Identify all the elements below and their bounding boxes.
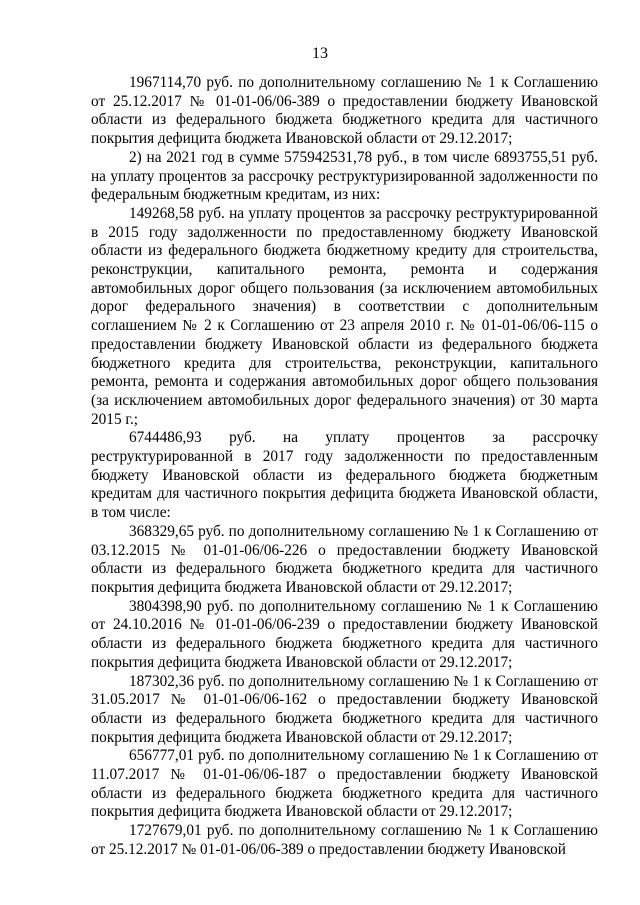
paragraph-6: 3804398,90 руб. по дополнительному соглашению № 1 к Соглашению от 24.10.2016 № 01-01-06/06-239 о предоставлении бюджету Ивановской области из федерального бюджета бюджетного кредита для частичного покрытия дефицита бюджета Ивановской области от 29.12.2017;	[91, 597, 598, 671]
paragraph-4: 6744486,93 руб. на уплату процентов за рассрочку реструктурированной в 2017 году задолженности по предоставленным бюджету Ивановской области из федерального бюджета бюджетным кредитам для частичного покрытия дефицита бюджета Ивановской области, в том числе:	[91, 429, 598, 522]
paragraph-2: 2) на 2021 год в сумме 575942531,78 руб., в том числе 6893755,51 руб. на уплату процентов за рассрочку реструктуризированной задолженности по федеральным бюджетным кредитам, из них:	[91, 148, 598, 204]
document-body	[91, 74, 598, 860]
paragraph-8: 656777,01 руб. по дополнительному соглашению № 1 к Соглашению от 11.07.2017 № 01-01-06/06-187 о предоставлении бюджету Ивановской области из федерального бюджета бюджетного кредита для частичного покрытия дефицита бюджета Ивановской области от 29.12.2017;	[91, 747, 598, 821]
paragraph-1: 1967114,70 руб. по дополнительному соглашению № 1 к Соглашению от 25.12.2017 № 01-01-06/06-389 о предоставлении бюджету Ивановской области из федерального бюджета бюджетного кредита для частичного покрытия дефицита бюджета Ивановской области от 29.12.2017;	[91, 74, 598, 148]
paragraph-9: 1727679,01 руб. по дополнительному соглашению № 1 к Соглашению от 25.12.2017 № 01-01-06/06-389 о предоставлении бюджету Ивановской	[91, 822, 598, 858]
page-number: 13	[312, 45, 328, 62]
paragraph-7: 187302,36 руб. по дополнительному соглашению № 1 к Соглашению от 31.05.2017 № 01-01-06/06-162 о предоставлении бюджету Ивановской области из федерального бюджета бюджетного кредита для частичного покрытия дефицита бюджета Ивановской области от 29.12.2017;	[91, 672, 598, 746]
paragraph-5: 368329,65 руб. по дополнительному соглашению № 1 к Соглашению от 03.12.2015 № 01-01-06/06-226 о предоставлении бюджету Ивановской области из федерального бюджета бюджетного кредита для частичного покрытия дефицита бюджета Ивановской области от 29.12.2017;	[91, 522, 598, 596]
paragraph-3: 149268,58 руб. на уплату процентов за рассрочку реструктурированной в 2015 году задолженности по предоставленному бюджету Ивановской области из федерального бюджета бюджетному кредиту для строительства, реконструкции, капитального ремонта, ремонта и содержания автомобильных дорог общего пользования (за исключением автомобильных дорог федерального значения) в соответствии с дополнительным соглашением № 2 к Соглашению от 23 апреля 2010 г. № 01-01-06/06-115 о предоставлении бюджету Ивановской области из федерального бюджета бюджетного кредита для строительства, реконструкции, капитального ремонта, ремонта и содержания автомобильных дорог общего пользования (за исключением автомобильных дорог федерального значения) от 30 марта 2015 г.;	[91, 204, 598, 428]
